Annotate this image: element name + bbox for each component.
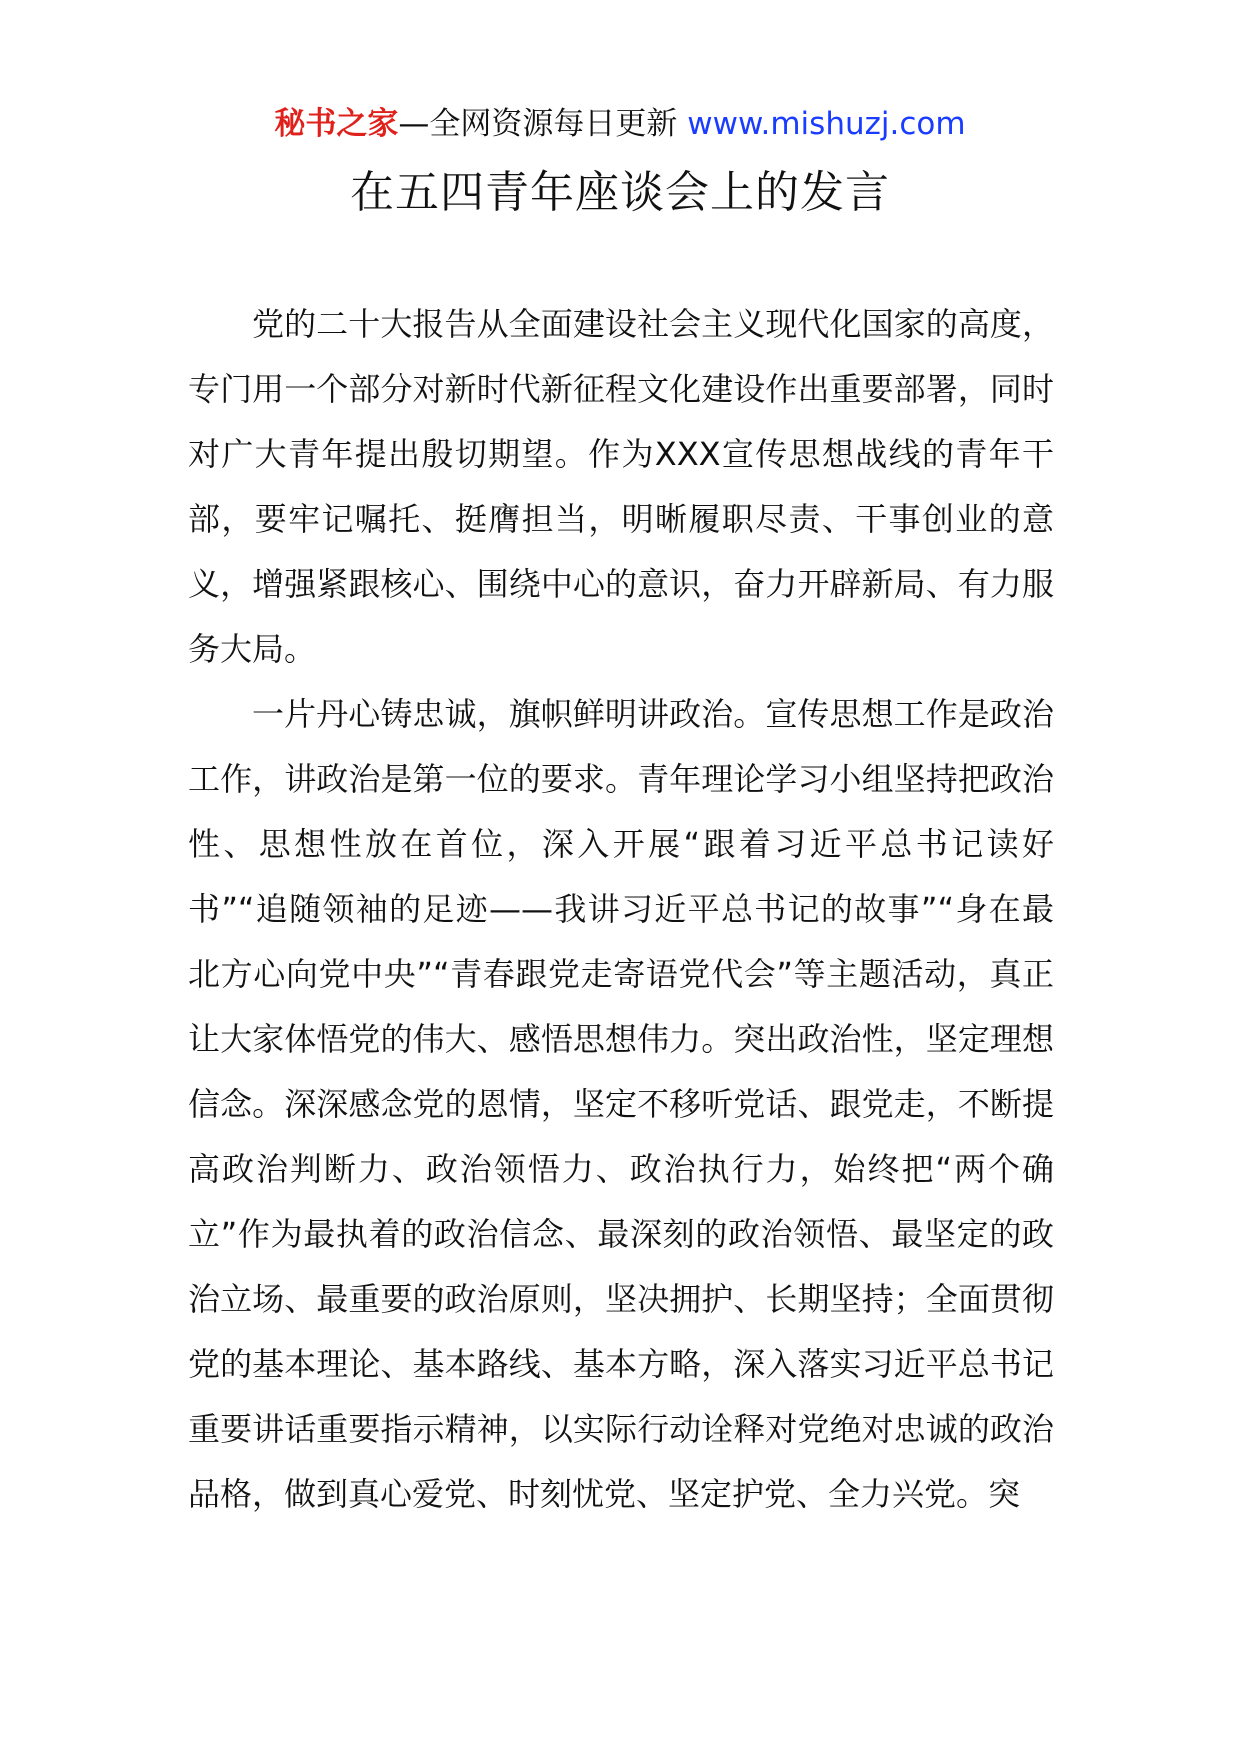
site-banner: [0, 102, 1240, 146]
brand-name: 秘书之家: [274, 106, 399, 142]
document-body: [188, 292, 1054, 1527]
website-link[interactable]: www.mishuzj.com: [687, 106, 966, 142]
paragraph-intro: 党的二十大报告从全面建设社会主义现代化国家的高度，专门用一个部分对新时代新征程文化建设作出重要部署，同时对广大青年提出殷切期望。作为XXX宣传思想战线的青年干部，要牢记嘱托、挺膺担当，明晰履职尽责、干事创业的意义，增强紧跟核心、围绕中心的意识，奋力开辟新局、有力服务大局。: [188, 305, 1054, 668]
document-title: 在五四青年座谈会上的发言: [350, 167, 890, 218]
paragraph-politics: 一片丹心铸忠诚，旗帜鲜明讲政治。宣传思想工作是政治工作，讲政治是第一位的要求。青年理论学习小组坚持把政治性、思想性放在首位，深入开展“跟着习近平总书记读好书”“追随领袖的足迹——我讲习近平总书记的故事”“身在最北方心向党中央”“青春跟党走寄语党代会”等主题活动，真正让大家体悟党的伟大、感悟思想伟力。突出政治性，坚定理想信念。深深感念党的恩情，坚定不移听党话、跟党走，不断提高政治判断力、政治领悟力、政治执行力，始终把“两个确立”作为最执着的政治信念、最深刻的政治领悟、最坚定的政治立场、最重要的政治原则，坚决拥护、长期坚持；全面贯彻党的基本理论、基本路线、基本方略，深入落实习近平总书记重要讲话重要指示精神，以实际行动诠释对党绝对忠诚的政治品格，做到真心爱党、时刻忧党、坚定护党、全力兴党。突: [188, 695, 1054, 1513]
banner-tagline: —全网资源每日更新: [398, 106, 688, 142]
